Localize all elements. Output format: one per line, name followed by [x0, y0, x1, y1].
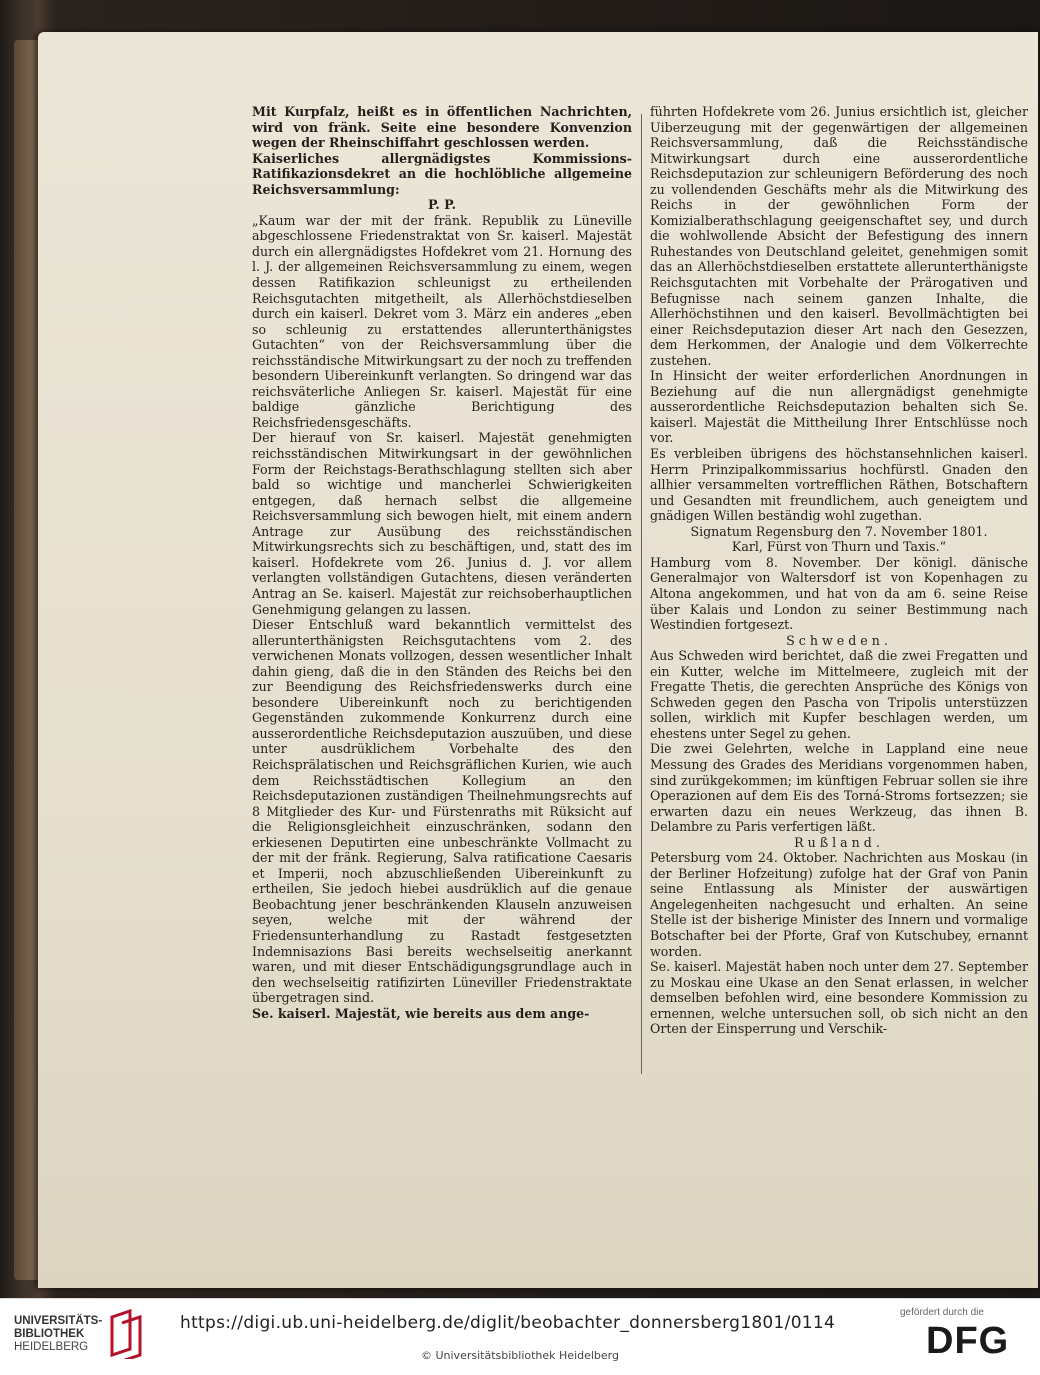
news-paragraph: Die zwei Gelehrten, welche in Lappland eine neue Messung des Grades des Meridians vorgenommen haben, sind zurükgekommen; im künftigen Februar sollen sie ihre Operazionen auf dem Eis des Torná-Stroms fortsezzen; sie erwarten dazu ein neues Werkzeug, das ihnen B. Delambre zu Paris verfertigen läßt.	[650, 741, 1028, 835]
salutation: P. P.	[428, 197, 456, 213]
viewer-footer	[0, 1298, 1040, 1375]
newspaper-page	[38, 32, 1038, 1288]
decree-paragraph: Der hierauf von Sr. kaiserl. Majestät genehmigten reichsständischen Mitwirkungsart in der gewöhnlichen Form der Reichstags-Berathschlagung stellten sich aber bald so wichtige und mancherlei Schwierigkeiten entgegen, daß hernach selbst die allgemeine Reichsversammlung sich bewogen hielt, mit einem andern Antrage zur Ausübung des reichsständischen Mitwirkungsrechts sich zu beschäftigen, und, statt des im kaiserl. Hofdekrete vom 26. Junius d. J. vor allem verlangten vollständigen Gutachtens, diesen veränderten Antrag an Se. kaiserl. Majestät zur reichsoberhauptlichen Genehmigung gelangen zu lassen.	[252, 430, 632, 617]
decree-heading: Kaiserliches allergnädigstes Kommissions-Ratifikazionsdekret an die hochlöbliche allgemeine Reichsversammlung:	[252, 150, 632, 197]
news-paragraph: Se. kaiserl. Majestät haben noch unter dem 27. September zu Moskau eine Ukase an den Senat erlassen, in welcher demselben befohlen wird, eine besondere Kommission zu ernennen, welche untersuchen soll, ob sich nicht an den Orten der Einsperrung und Verschik-	[650, 959, 1028, 1037]
news-paragraph: Hamburg vom 8. November. Der königl. dänische Generalmajor von Waltersdorf ist von Kopenhagen zu Altona angekommen, und hat von da am 6. seine Reise über Kalais und London zu seiner Bestimmung nach Westindien fortgesezt.	[650, 554, 1028, 633]
decree-paragraph: In Hinsicht der weiter erforderlichen Anordnungen in Beziehung auf die nun allergnädigst genehmigte ausserordentliche Reichsdeputazion behalten sich Se. kaiserl. Majestät die Mittheilung Ihrer Entschlüsse noch vor.	[650, 368, 1028, 446]
section-heading: Rußland.	[794, 834, 884, 850]
dfg-logo[interactable]: DFG	[926, 1320, 1010, 1362]
column-rule	[641, 114, 642, 1074]
left-column	[252, 104, 632, 1084]
decree-paragraph: Es verbleiben übrigens des höchstansehnlichen kaiserl. Herrn Prinzipalkommissarius hochfürstl. Gnaden den allhier versammelten vortrefflichen Räthen, Botschaftern und Gesandten mit freundlichem, auch geneigtem und gnädigen Willen beständig wohl zugethan.	[650, 446, 1028, 524]
permalink-url[interactable]: https://digi.ub.uni-heidelberg.de/diglit/beobachter_donnersberg1801/0114	[180, 1313, 836, 1333]
library-name-line: HEIDELBERG	[14, 1341, 89, 1353]
news-paragraph: Aus Schweden wird berichtet, daß die zwei Fregatten und ein Kutter, welche im Mittelmeere, zugleich mit der Fregatte Thetis, die gerechten Ansprüche des Königs von Schweden gegen den Pascha von Tripolis unterstüzzen sollen, wirklich mit Kupfer beschlagen werden, um ehestens unter Segel zu gehen.	[650, 648, 1028, 741]
funding-label: gefördert durch die	[900, 1307, 984, 1318]
decree-paragraph: führten Hofdekrete vom 26. Junius ersichtlich ist, gleicher Uiberzeugung mit der gegenwärtigen der allgemeinen Reichsversammlung, daß die Reichsständische Mitwirkungsart durch eine ausserordentliche Reichsdeputazion zur schleunigern Beförderung des noch zu vollendenden Geschäfts mehr als die Mitwirkung des Reichs in der gewöhnlichen Form der Komizialberathschlagung geeigenschaftet sey, und durch die wohlwollende Absicht der Befestigung des innern Ruhestandes von Deutschland geleitet, genehmigen somit das an Allerhöchstdieselben erstattete allerunterthänigste Reichsgutachten mit Vorbehalte der Prärogativen und Befugnisse nach seinem ganzen Inhalte, die Allerhöchstihnen und den kaiserl. Bevollmächtigten bei einer Reichsdeputazion dieser Art nach den Gesezzen, dem Herkommen, der Analogie und dem Völkerrechte zustehen.	[650, 104, 1028, 368]
signature-name: Karl, Fürst von Thurn und Taxis.“	[731, 539, 947, 555]
copyright-notice: © Universitätsbibliothek Heidelberg	[420, 1349, 619, 1362]
library-name-line: UNIVERSITÄTS-	[14, 1315, 103, 1327]
decree-paragraph: „Kaum war der mit der fränk. Republik zu Lüneville abgeschlossene Friedenstraktat von Sr. kaiserl. Majestät durch ein allergnädigstes Hofdekret vom 21. Hornung des l. J. der allgemeinen Reichsversammlung zu einem, wegen dessen Ratifikazion schleunigst zu ertheilenden Reichsgutachten mitgetheilt, als Allerhöchstdieselben durch ein kaiserl. Dekret vom 3. März ein anderes „eben so schleunig zu erstattendes allerunterthänigstes Gutachten“ von der Reichsversammlung über die reichsständische Mitwirkungsart zu der noch zu treffenden besondern Uibereinkunft verlangten. So dringend war das reichsväterliche Anliegen Sr. kaiserl. Majestät für eine baldige gänzliche Berichtigung des Reichsfriedensgeschäfts.	[252, 212, 632, 430]
right-column	[650, 104, 1028, 1084]
decree-paragraph: Dieser Entschluß ward bekanntlich vermittelst des allerunterthänigsten Reichsgutachtens vom 2. des verwichenen Monats vollzogen, dessen wesentlicher Inhalt dahin gieng, daß die in den Ständen des Reichs bei den zur Beendigung des Reichsfriedenswerks durch eine besondere Uibereinkunft noch zu berichtigenden Gegenständen zukommende Konkurrenz durch eine ausserordentliche Reichsdeputazion auszuüben, und diese unter ausdrüklichem Vorbehalte des den Reichsprälatischen und Reichsgräflichen Kurien, wie auch dem Reichsstädtischen Kollegium an den Reichsdeputazionen zuständigen Theilnehmungsrechts auf 8 Mitglieder des Kur- und Fürstenraths mit Rüksicht auf die Religionsgleichheit einzuschränken, sodann den erkiesenen Deputirten eine unbeschränkte Vollmacht zu der mit der fränk. Regierung, Salva ratificatione Caesaris et Imperii, noch abzuschließenden Uibereinkunft zu ertheilen, Sie jedoch hiebei ausdrüklich auf die genaue Beobachtung jener beschränkenden Klauseln anzuweisen seyen, welche mit der während der Friedensunterhandlung zu Rastadt festgesetzten Indemnisazions Basi bereits wechselseitig anerkannt waren, und mit dieser Entschädigungsgrundlage auch in den wechselseitig ratifizirten Lüneviller Friedenstraktate übergetragen sind.	[252, 617, 632, 1006]
section-heading: Schweden.	[786, 632, 892, 648]
news-paragraph: Mit Kurpfalz, heißt es in öffentlichen Nachrichten, wird von fränk. Seite eine besondere Konvenzion wegen der Rheinschiffahrt geschlossen werden.	[252, 104, 632, 151]
signature-date: Signatum Regensburg den 7. November 1801.	[690, 523, 988, 539]
news-paragraph: Petersburg vom 24. Oktober. Nachrichten aus Moskau (in der Berliner Hofzeitung) zufolge hat der Graf von Panin seine Entlassung als Minister der auswärtigen Angelegenheiten nachgesucht und erhalten. An seine Stelle ist der bisherige Minister des Innern und vormalige Botschafter bei der Pforte, Graf von Kutschubey, ernannt worden.	[650, 850, 1028, 959]
decree-paragraph: Se. kaiserl. Majestät, wie bereits aus dem ange-	[252, 1005, 590, 1021]
library-name-line: BIBLIOTHEK	[14, 1328, 85, 1340]
